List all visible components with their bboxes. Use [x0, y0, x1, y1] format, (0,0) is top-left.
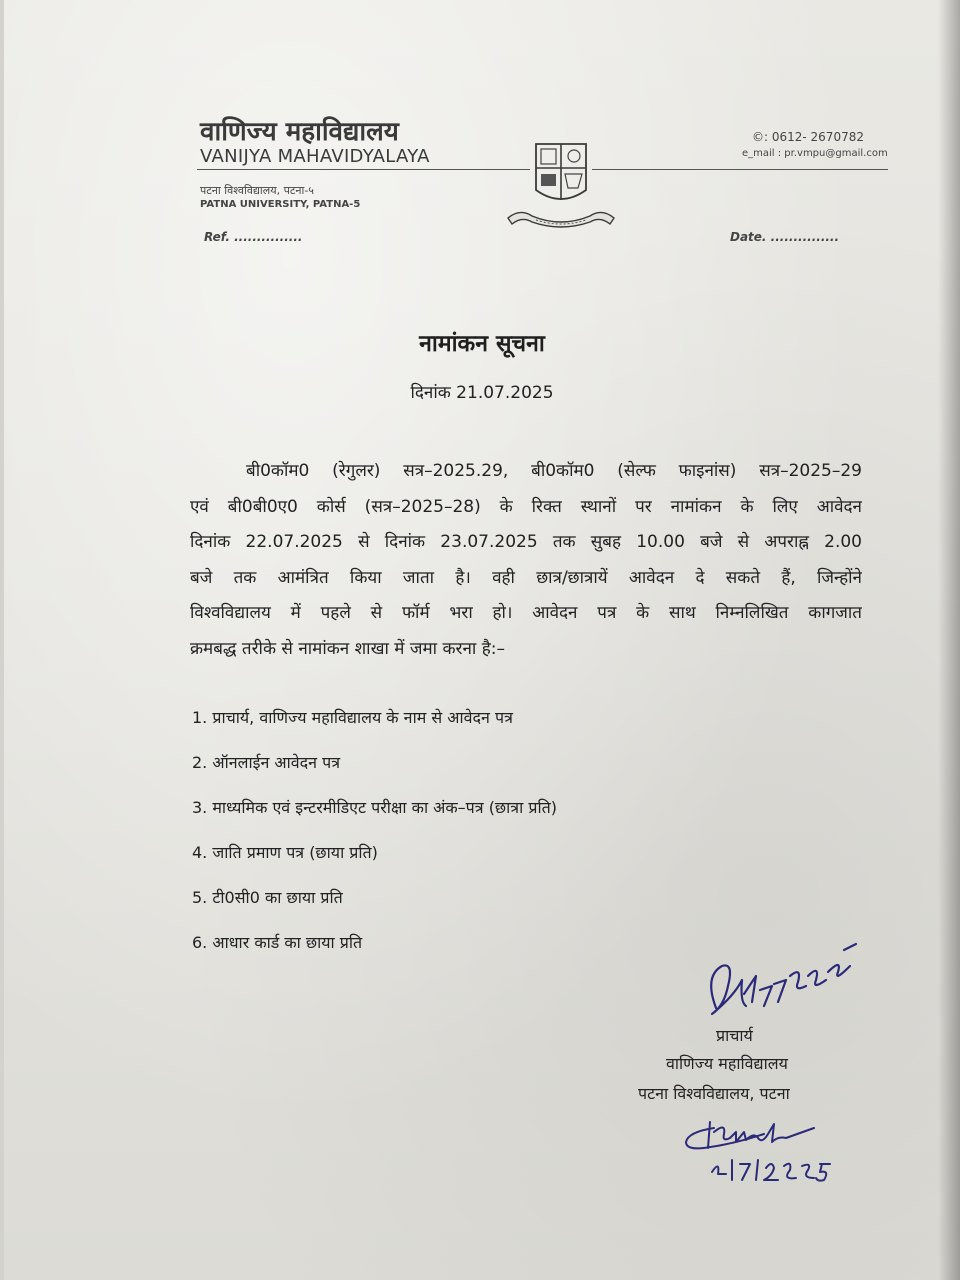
ref-field: Ref. ...............: [204, 230, 303, 244]
body-line: बी0कॉम0 (रेगुलर) सत्र–2025.29, बी0कॉम0 (सेल्फ फाइनांस) सत्र–2025–29: [246, 461, 862, 481]
letterhead-rule-left: [197, 169, 530, 170]
list-item: 5. टी0सी0 का छाया प्रति: [192, 888, 343, 907]
phone-number: ©: 0612- 2670782: [752, 130, 864, 144]
address-english: PATNA UNIVERSITY, PATNA-5: [200, 199, 361, 210]
counter-signature-icon: [674, 1108, 844, 1188]
body-line: क्रमबद्ध तरीके से नामांकन शाखा में जमा करना है:–: [190, 638, 505, 659]
date-field: Date. ...............: [730, 230, 840, 244]
principal-signature-icon: [694, 936, 864, 1026]
university-crest-icon: [502, 138, 620, 230]
signatory-college: वाणिज्य महाविद्यालय: [666, 1054, 788, 1073]
list-item: 4. जाति प्रमाण पत्र (छाया प्रति): [192, 843, 378, 862]
body-line: विश्वविद्यालय में पहले से फॉर्म भरा हो। आवेदन पत्र के साथ निम्नलिखित कागजात: [190, 603, 862, 623]
address-hindi: पटना विश्वविद्यालय, पटना-५: [200, 184, 315, 197]
page-edge-shadow: [938, 0, 960, 1280]
signatory-title: प्राचार्य: [716, 1026, 753, 1045]
list-item: 6. आधार कार्ड का छाया प्रति: [192, 933, 363, 952]
list-item: 3. माध्यमिक एवं इन्टरमीडिएट परीक्षा का अंक–पत्र (छात्रा प्रति): [192, 798, 557, 817]
notice-title: नामांकन सूचना: [419, 331, 545, 357]
notice-body: [190, 454, 862, 667]
notice-date: दिनांक 21.07.2025: [410, 383, 554, 403]
email-address: e_mail : pr.vmpu@gmail.com: [742, 148, 888, 159]
body-line: एवं बी0बी0ए0 कोर्स (सत्र–2025–28) के रिक्त स्थानों पर नामांकन के लिए आवेदन: [190, 496, 862, 517]
list-item: 1. प्राचार्य, वाणिज्य महाविद्यालय के नाम से आवेदन पत्र: [192, 708, 513, 727]
letter-page: [4, 0, 960, 1280]
college-name-hindi: वाणिज्य महाविद्यालय: [200, 117, 399, 147]
college-name-english: VANIJYA MAHAVIDYALAYA: [200, 146, 430, 167]
required-documents-list: [192, 704, 557, 974]
signatory-university: पटना विश्वविद्यालय, पटना: [638, 1084, 790, 1103]
list-item: 2. ऑनलाईन आवेदन पत्र: [192, 753, 341, 772]
body-line: दिनांक 22.07.2025 से दिनांक 23.07.2025 तक सुबह 10.00 बजे से अपराह्न 2.00: [190, 532, 862, 552]
body-line: बजे तक आमंत्रित किया जाता है। वही छात्र/छात्रायें आवेदन दे सकते हैं, जिन्होंने: [190, 567, 862, 588]
letterhead-rule-right: [592, 169, 888, 170]
